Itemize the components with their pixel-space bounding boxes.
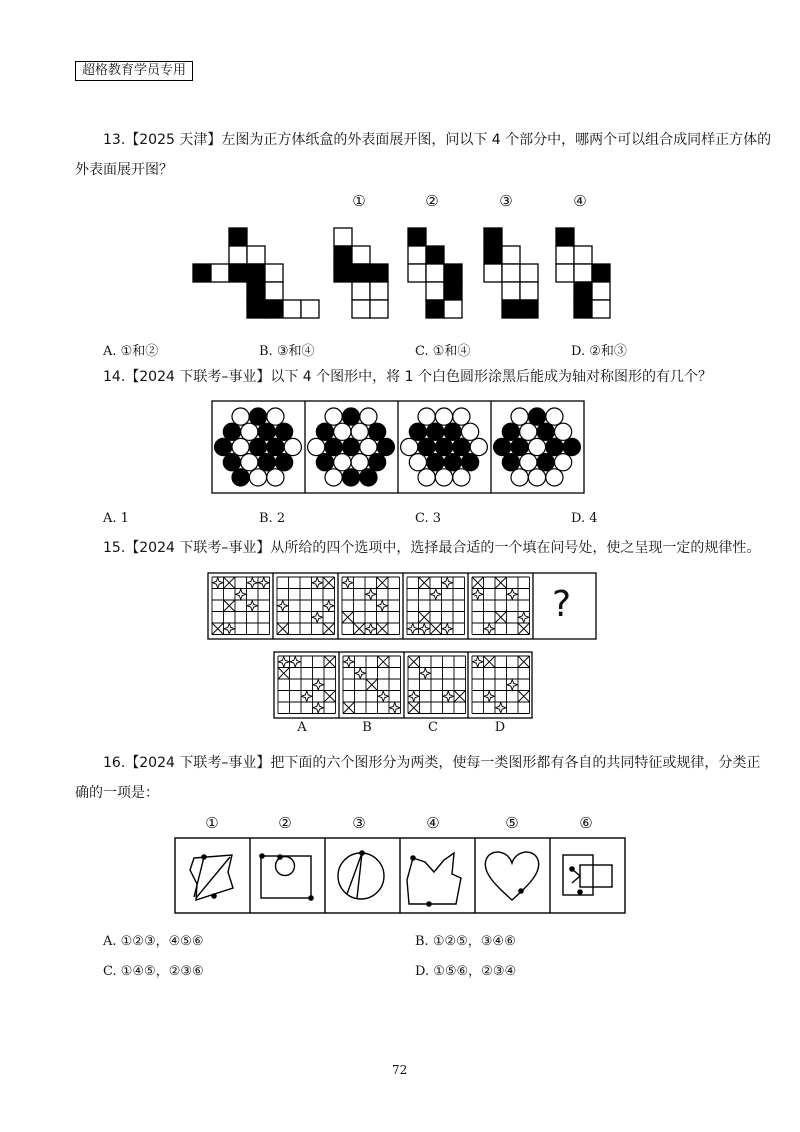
q16-figure-4-dot	[426, 901, 432, 907]
q16-figure-2-dot	[308, 895, 314, 901]
q15-label-d[interactable]: D	[494, 720, 506, 735]
q13-option-d[interactable]: D. ②和③	[571, 344, 627, 359]
q13-figure-number-2: ②	[425, 192, 439, 210]
q15-question-mark: ?	[552, 584, 572, 625]
q16-figure-4-dot	[410, 855, 416, 861]
q16-option-b[interactable]: B. ①②⑤，③④⑥	[415, 934, 516, 949]
q14-option-d[interactable]: D. 4	[571, 511, 598, 526]
q16-figure-3-dot	[359, 850, 365, 856]
q16-figure-2-dot	[277, 854, 283, 860]
q16-option-c[interactable]: C. ①④⑤，②③⑥	[103, 964, 204, 979]
q13-line1: 13.【2025 天津】左图为正方体纸盒的外表面展开图，问以下 4 个部分中，哪两个可以组合成同样正方体的	[103, 132, 772, 148]
q16-figure-6-dot	[577, 889, 583, 895]
q16-figure-2-circle	[276, 857, 295, 876]
q15-label-a[interactable]: A	[297, 720, 307, 735]
q16-figure-number-6: ⑥	[579, 814, 593, 832]
q13-figure-number-4: ④	[573, 192, 587, 210]
q13-line2: 外表面展开图？	[75, 162, 173, 178]
q14-option-c[interactable]: C. 3	[415, 511, 442, 526]
q13-option-a[interactable]: A. ①和②	[103, 344, 159, 359]
q16-figure-number-5: ⑤	[505, 814, 519, 832]
q13-figure-number-1: ①	[352, 192, 366, 210]
q16-option-a[interactable]: A. ①②③，④⑤⑥	[103, 934, 204, 949]
q16-figure-5-dot	[518, 888, 524, 894]
q16-figure-2-dot	[259, 853, 265, 859]
q14-option-b[interactable]: B. 2	[259, 511, 286, 526]
q16-figure-number-3: ③	[352, 814, 366, 832]
q16-line2: 确的一项是：	[75, 785, 159, 801]
header-tag: 超格教育学员专用	[75, 61, 193, 81]
q13-figure-number-3: ③	[499, 192, 513, 210]
q16-figure-number-1: ①	[205, 814, 219, 832]
q16-figure-1-dot	[201, 854, 207, 860]
q14-option-a[interactable]: A. 1	[103, 511, 129, 526]
q15-text: 15.【2024 下联考–事业】从所给的四个选项中，选择最合适的一个填在问号处，使之呈现一定的规律性。	[103, 540, 761, 556]
q16-figure-4-shape	[407, 853, 461, 904]
q15-label-c[interactable]: C	[428, 720, 438, 735]
q16-figure-number-4: ④	[426, 814, 440, 832]
q16-figure-6-rect	[580, 865, 612, 887]
q13-option-b[interactable]: B. ③和④	[259, 344, 315, 359]
q16-figure-1-dot	[211, 893, 217, 899]
q16-figure-number-2: ②	[278, 814, 292, 832]
page-number: 72	[392, 1063, 408, 1077]
q16-option-d[interactable]: D. ①⑤⑥，②③④	[415, 964, 517, 979]
q16-figure-1-line	[196, 857, 230, 898]
q16-figure-5-heart	[485, 852, 538, 900]
q15-label-b[interactable]: B	[362, 720, 372, 735]
q16-figure-6-dot	[569, 866, 575, 872]
q16-figure-2-rect	[261, 856, 311, 898]
q13-option-c[interactable]: C. ①和④	[415, 344, 471, 359]
q14-text: 14.【2024 下联考–事业】以下 4 个图形中，将 1 个白色圆形涂黑后能成为轴对称图形的有几个？	[103, 369, 712, 385]
q16-line1: 16.【2024 下联考–事业】把下面的六个图形分为两类，使每一类图形都有各自的共同特征或规律，分类正	[103, 755, 761, 771]
